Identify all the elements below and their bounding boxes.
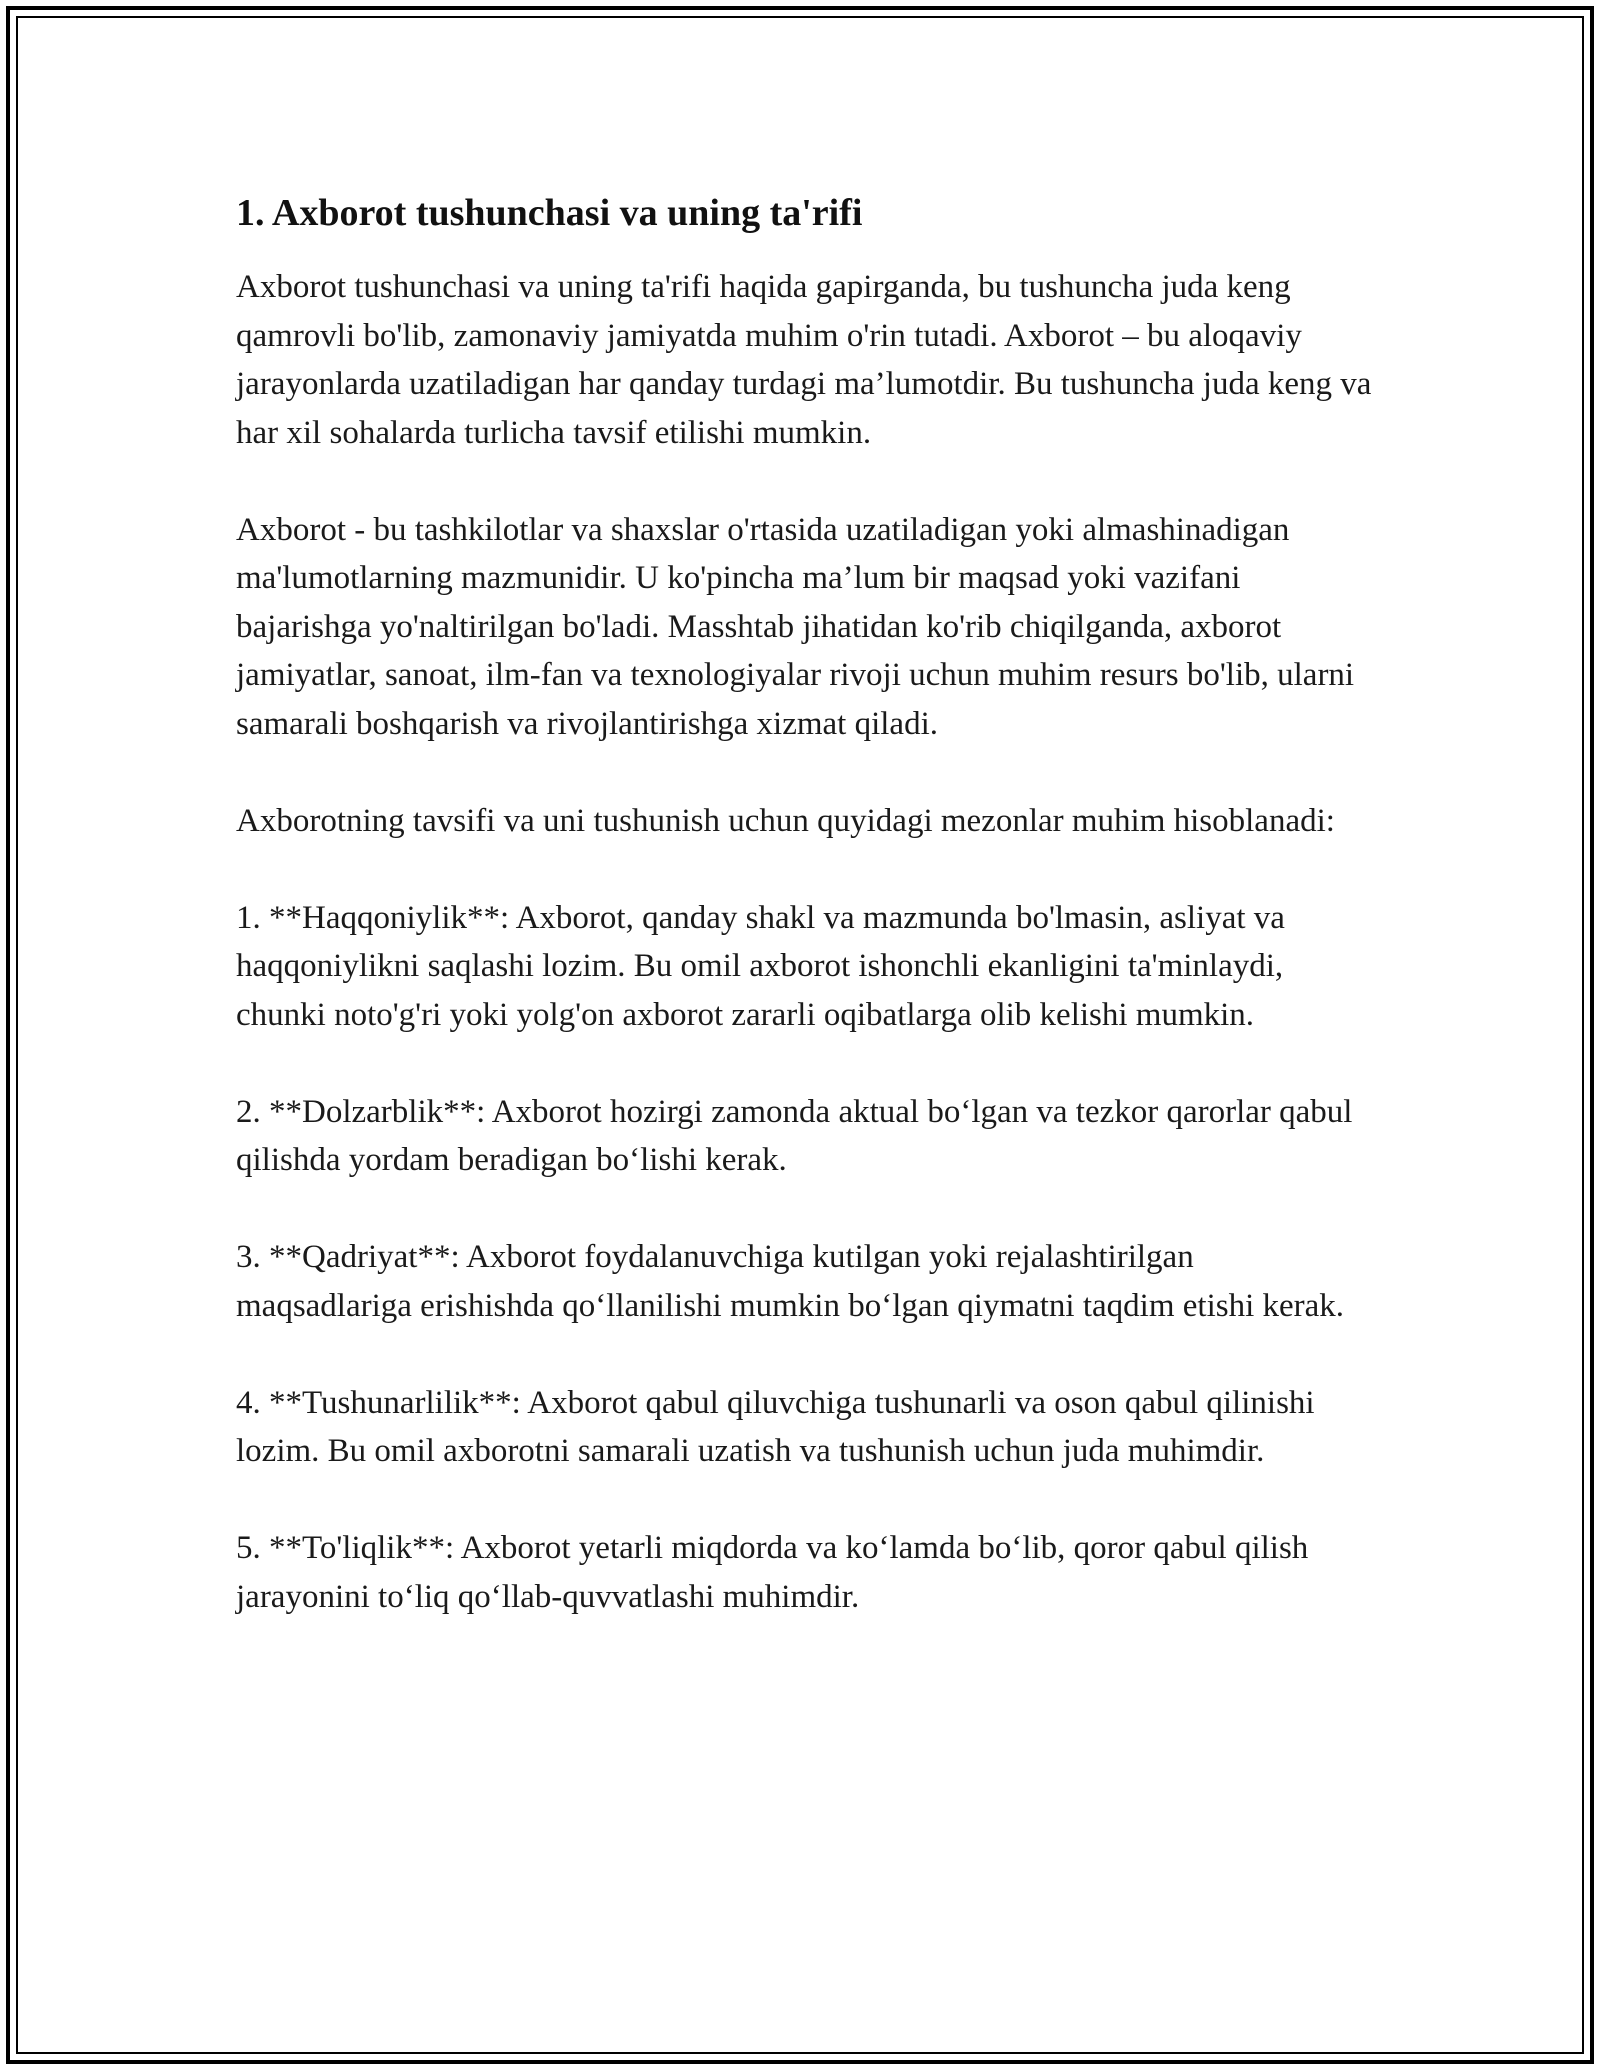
paragraph-definition: Axborot - bu tashkilotlar va shaxslar o'rtasida uzatiladigan yoki almashinadigan ma'lumotlarning mazmunidir. U ko'pincha ma’lum bir maqsad yoki vazifani bajarishga yo'naltirilgan bo'ladi. Masshtab jihatidan ko'rib chiqilganda, axborot jamiyatlar, sanoat, ilm-fan va texnologiyalar rivoji uchun muhim resurs bo'lib, ularni samarali boshqarish va rivojlantirishga xizmat qiladi. [236, 511, 1355, 742]
paragraph-criteria-intro: Axborotning tavsifi va uni tushunish uchun quyidagi mezonlar muhim hisoblanadi: [236, 802, 1335, 839]
list-item-tushunarlilik: 4. **Tushunarlilik**: Axborot qabul qiluvchiga tushunarli va oson qabul qilinishi lozim. Bu omil axborotni samarali uzatish va tushunish uchun juda muhimdir. [236, 1384, 1315, 1469]
list-item-dolzarblik: 2. **Dolzarblik**: Axborot hozirgi zamonda aktual bo‘lgan va tezkor qarorlar qabul qilishda yordam beradigan bo‘lishi kerak. [236, 1093, 1353, 1178]
list-item-qadriyat: 3. **Qadriyat**: Axborot foydalanuvchiga kutilgan yoki rejalashtirilgan maqsadlariga erishishda qo‘llanilishi mumkin bo‘lgan qiymatni taqdim etishi kerak. [236, 1239, 1345, 1324]
list-item-toliqlik: 5. **To'liqlik**: Axborot yetarli miqdorda va ko‘lamda bo‘lib, qoror qabul qilish jarayonini to‘liq qo‘llab-quvvatlashi muhimdir. [236, 1530, 1309, 1615]
document-body [236, 185, 1376, 1621]
paragraph-intro: Axborot tushunchasi va uning ta'rifi haqida gapirganda, bu tushuncha juda keng qamrovli bo'lib, zamonaviy jamiyatda muhim o'rin tutadi. Axborot – bu aloqaviy jarayonlarda uzatiladigan har qanday turdagi ma’lumotdir. Bu tushuncha juda keng va har xil sohalarda turlicha tavsif etilishi mumkin. [236, 269, 1372, 451]
section-heading: 1. Axborot tushunchasi va uning ta'rifi [236, 192, 863, 234]
list-item-haqqoniylik: 1. **Haqqoniylik**: Axborot, qanday shakl va mazmunda bo'lmasin, asliyat va haqqoniylikni saqlashi lozim. Bu omil axborot ishonchli ekanligini ta'minlaydi, chunki noto'g'ri yoki yolg'on axborot zararli oqibatlarga olib kelishi mumkin. [236, 899, 1285, 1033]
